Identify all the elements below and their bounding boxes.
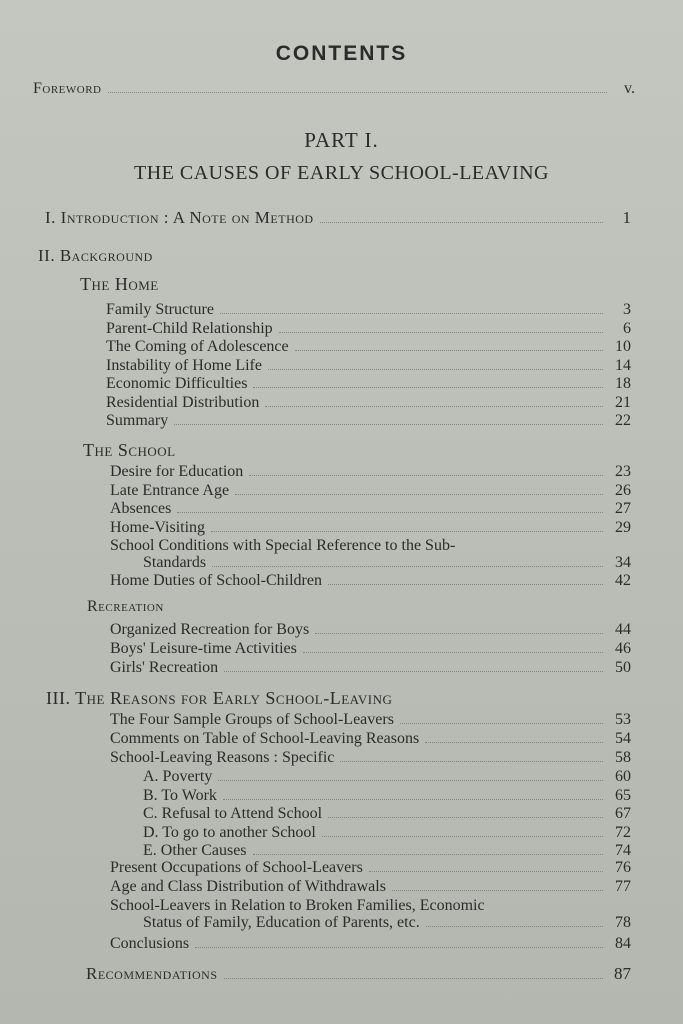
school-item-page: 23 — [615, 463, 631, 480]
reason-item-label: D. To go to another School — [143, 823, 316, 841]
leader-dots — [224, 671, 603, 672]
leader-dots — [249, 475, 603, 476]
home-item-label: Parent-Child Relationship — [106, 319, 273, 337]
recommendations-label: Recommendations — [86, 964, 218, 983]
school-item-page: 29 — [615, 518, 631, 536]
leader-dots — [195, 947, 603, 948]
leader-dots — [425, 742, 603, 743]
contents-title: CONTENTS — [275, 42, 408, 65]
home-item-label: Summary — [106, 412, 169, 429]
school-item-entry — [110, 463, 631, 481]
part-subtitle: THE CAUSES OF EARLY SCHOOL-LEAVING — [133, 162, 549, 184]
home-item-entry — [106, 301, 631, 319]
section3-item-label: The Four Sample Groups of School-Leavers — [110, 711, 394, 728]
school-item-label: Home-Visiting — [110, 518, 206, 536]
recreation-item-page: 44 — [615, 621, 631, 638]
reason-item-entry — [143, 805, 631, 823]
broken-families-entry — [143, 914, 631, 932]
reason-item-entry — [143, 787, 631, 805]
conclusions-page: 84 — [615, 935, 631, 952]
leader-dots — [400, 723, 603, 724]
conclusions-label: Conclusions — [110, 935, 190, 952]
home-item-page: 6 — [623, 319, 631, 337]
leader-dots — [177, 512, 603, 513]
reason-item-entry — [143, 824, 631, 842]
section3-item-entry — [110, 749, 631, 767]
recreation-heading: Recreation — [87, 598, 164, 615]
reason-item-page: 74 — [615, 842, 631, 859]
leader-dots — [303, 652, 603, 653]
leader-dots — [253, 854, 603, 855]
broken-families-label: Status of Family, Education of Parents, etc. — [143, 914, 420, 931]
reason-item-page: 67 — [615, 805, 631, 822]
section3-more-item-label: Age and Class Distribution of Withdrawals — [110, 878, 386, 895]
home-heading: The Home — [80, 274, 159, 294]
leader-dots — [295, 350, 603, 351]
home-item-page: 22 — [615, 412, 631, 429]
leader-dots — [320, 222, 603, 223]
leader-dots — [279, 332, 603, 333]
leader-dots — [322, 836, 603, 837]
leader-dots — [218, 780, 603, 781]
leader-dots — [220, 313, 603, 314]
leader-dots — [212, 566, 603, 567]
section2-heading: II. Background — [38, 246, 153, 265]
leader-dots — [253, 387, 603, 388]
home-item-label: Economic Difficulties — [106, 375, 248, 392]
reason-item-label: A. Poverty — [143, 768, 213, 785]
recreation-item-entry — [110, 640, 631, 658]
home-item-label: Residential Distribution — [106, 393, 260, 411]
recreation-item-page: 46 — [615, 640, 631, 657]
recreation-item-label: Organized Recreation for Boys — [110, 621, 310, 638]
reason-item-entry — [143, 768, 631, 786]
home-item-entry — [106, 412, 631, 430]
home-duties-label: Home Duties of School-Children — [110, 572, 322, 589]
home-item-label: Family Structure — [106, 301, 214, 318]
section3-item-entry — [110, 711, 631, 729]
reason-item-label: E. Other Causes — [143, 842, 247, 859]
leader-dots — [268, 369, 603, 370]
home-item-entry — [106, 375, 631, 393]
recreation-item-label: Boys' Leisure-time Activities — [110, 640, 297, 657]
school-item-label: Absences — [110, 500, 172, 517]
section3-item-page: 54 — [615, 730, 631, 747]
leader-dots — [328, 584, 603, 585]
foreword-page: v. — [624, 80, 635, 97]
home-duties-page: 42 — [615, 572, 631, 589]
school-conditions-label: Standards — [143, 554, 207, 571]
reason-item-page: 65 — [615, 786, 631, 804]
foreword-entry — [33, 80, 635, 98]
school-item-entry — [110, 500, 631, 518]
leader-dots — [315, 633, 603, 634]
section3-heading: III. The Reasons for Early School-Leaving — [46, 688, 393, 708]
recreation-item-label: Girls' Recreation — [110, 659, 219, 676]
part-title: PART I. — [304, 128, 379, 152]
leader-dots — [392, 890, 603, 891]
leader-dots — [223, 799, 603, 800]
section3-item-label: School-Leaving Reasons : Specific — [110, 749, 335, 766]
leader-dots — [426, 926, 603, 927]
home-duties-entry — [110, 572, 631, 590]
leader-dots — [265, 406, 603, 407]
home-item-page: 10 — [615, 338, 631, 355]
home-item-label: The Coming of Adolescence — [106, 338, 289, 355]
school-conditions-line1: School Conditions with Special Reference to the Sub- — [110, 537, 456, 554]
leader-dots — [174, 424, 603, 425]
home-item-entry — [106, 394, 631, 412]
recommendations-entry — [86, 964, 631, 984]
school-conditions-page: 34 — [615, 554, 631, 571]
leader-dots — [328, 817, 603, 818]
leader-dots — [340, 761, 603, 762]
leader-dots — [235, 494, 603, 495]
section3-item-page: 58 — [615, 749, 631, 766]
section1-entry — [45, 208, 631, 228]
school-conditions-entry — [143, 554, 631, 572]
broken-families-page: 78 — [615, 914, 631, 931]
home-item-page: 14 — [615, 356, 631, 374]
broken-families-line1: School-Leavers in Relation to Broken Families, Economic — [110, 897, 485, 914]
foreword-label: Foreword — [33, 80, 102, 97]
section3-item-label: Comments on Table of School-Leaving Reasons — [110, 730, 420, 747]
section3-more-item-page: 77 — [615, 878, 631, 895]
reason-item-label: B. To Work — [143, 786, 217, 804]
school-item-page: 27 — [615, 500, 631, 517]
conclusions-entry — [110, 935, 631, 953]
leader-dots — [108, 92, 607, 93]
reason-item-label: C. Refusal to Attend School — [143, 805, 323, 822]
reason-item-page: 72 — [615, 823, 631, 841]
school-item-entry — [110, 482, 631, 500]
leader-dots — [369, 871, 603, 872]
section1-page: 1 — [622, 208, 631, 227]
home-item-page: 3 — [623, 301, 631, 318]
school-item-entry — [110, 519, 631, 537]
recommendations-page: 87 — [614, 964, 631, 983]
section3-more-item-label: Present Occupations of School-Leavers — [110, 859, 363, 876]
section3-more-item-page: 76 — [615, 859, 631, 876]
section3-item-entry — [110, 730, 631, 748]
home-item-entry — [106, 338, 631, 356]
section3-more-item-entry — [110, 878, 631, 896]
home-item-entry — [106, 357, 631, 375]
home-item-entry — [106, 320, 631, 338]
home-item-label: Instability of Home Life — [106, 356, 262, 374]
school-item-page: 26 — [615, 481, 631, 499]
section1-label: I. Introduction : A Note on Method — [45, 208, 314, 227]
recreation-item-entry — [110, 621, 631, 639]
leader-dots — [224, 978, 603, 979]
section3-item-page: 53 — [615, 711, 631, 728]
home-item-page: 18 — [615, 375, 631, 392]
school-item-label: Desire for Education — [110, 463, 244, 480]
section3-more-item-entry — [110, 859, 631, 877]
reason-item-entry — [143, 842, 631, 860]
leader-dots — [211, 531, 603, 532]
school-heading: The School — [83, 440, 176, 460]
recreation-item-entry — [110, 659, 631, 677]
school-item-label: Late Entrance Age — [110, 481, 230, 499]
recreation-item-page: 50 — [615, 659, 631, 676]
home-item-page: 21 — [615, 393, 631, 411]
reason-item-page: 60 — [615, 768, 631, 785]
